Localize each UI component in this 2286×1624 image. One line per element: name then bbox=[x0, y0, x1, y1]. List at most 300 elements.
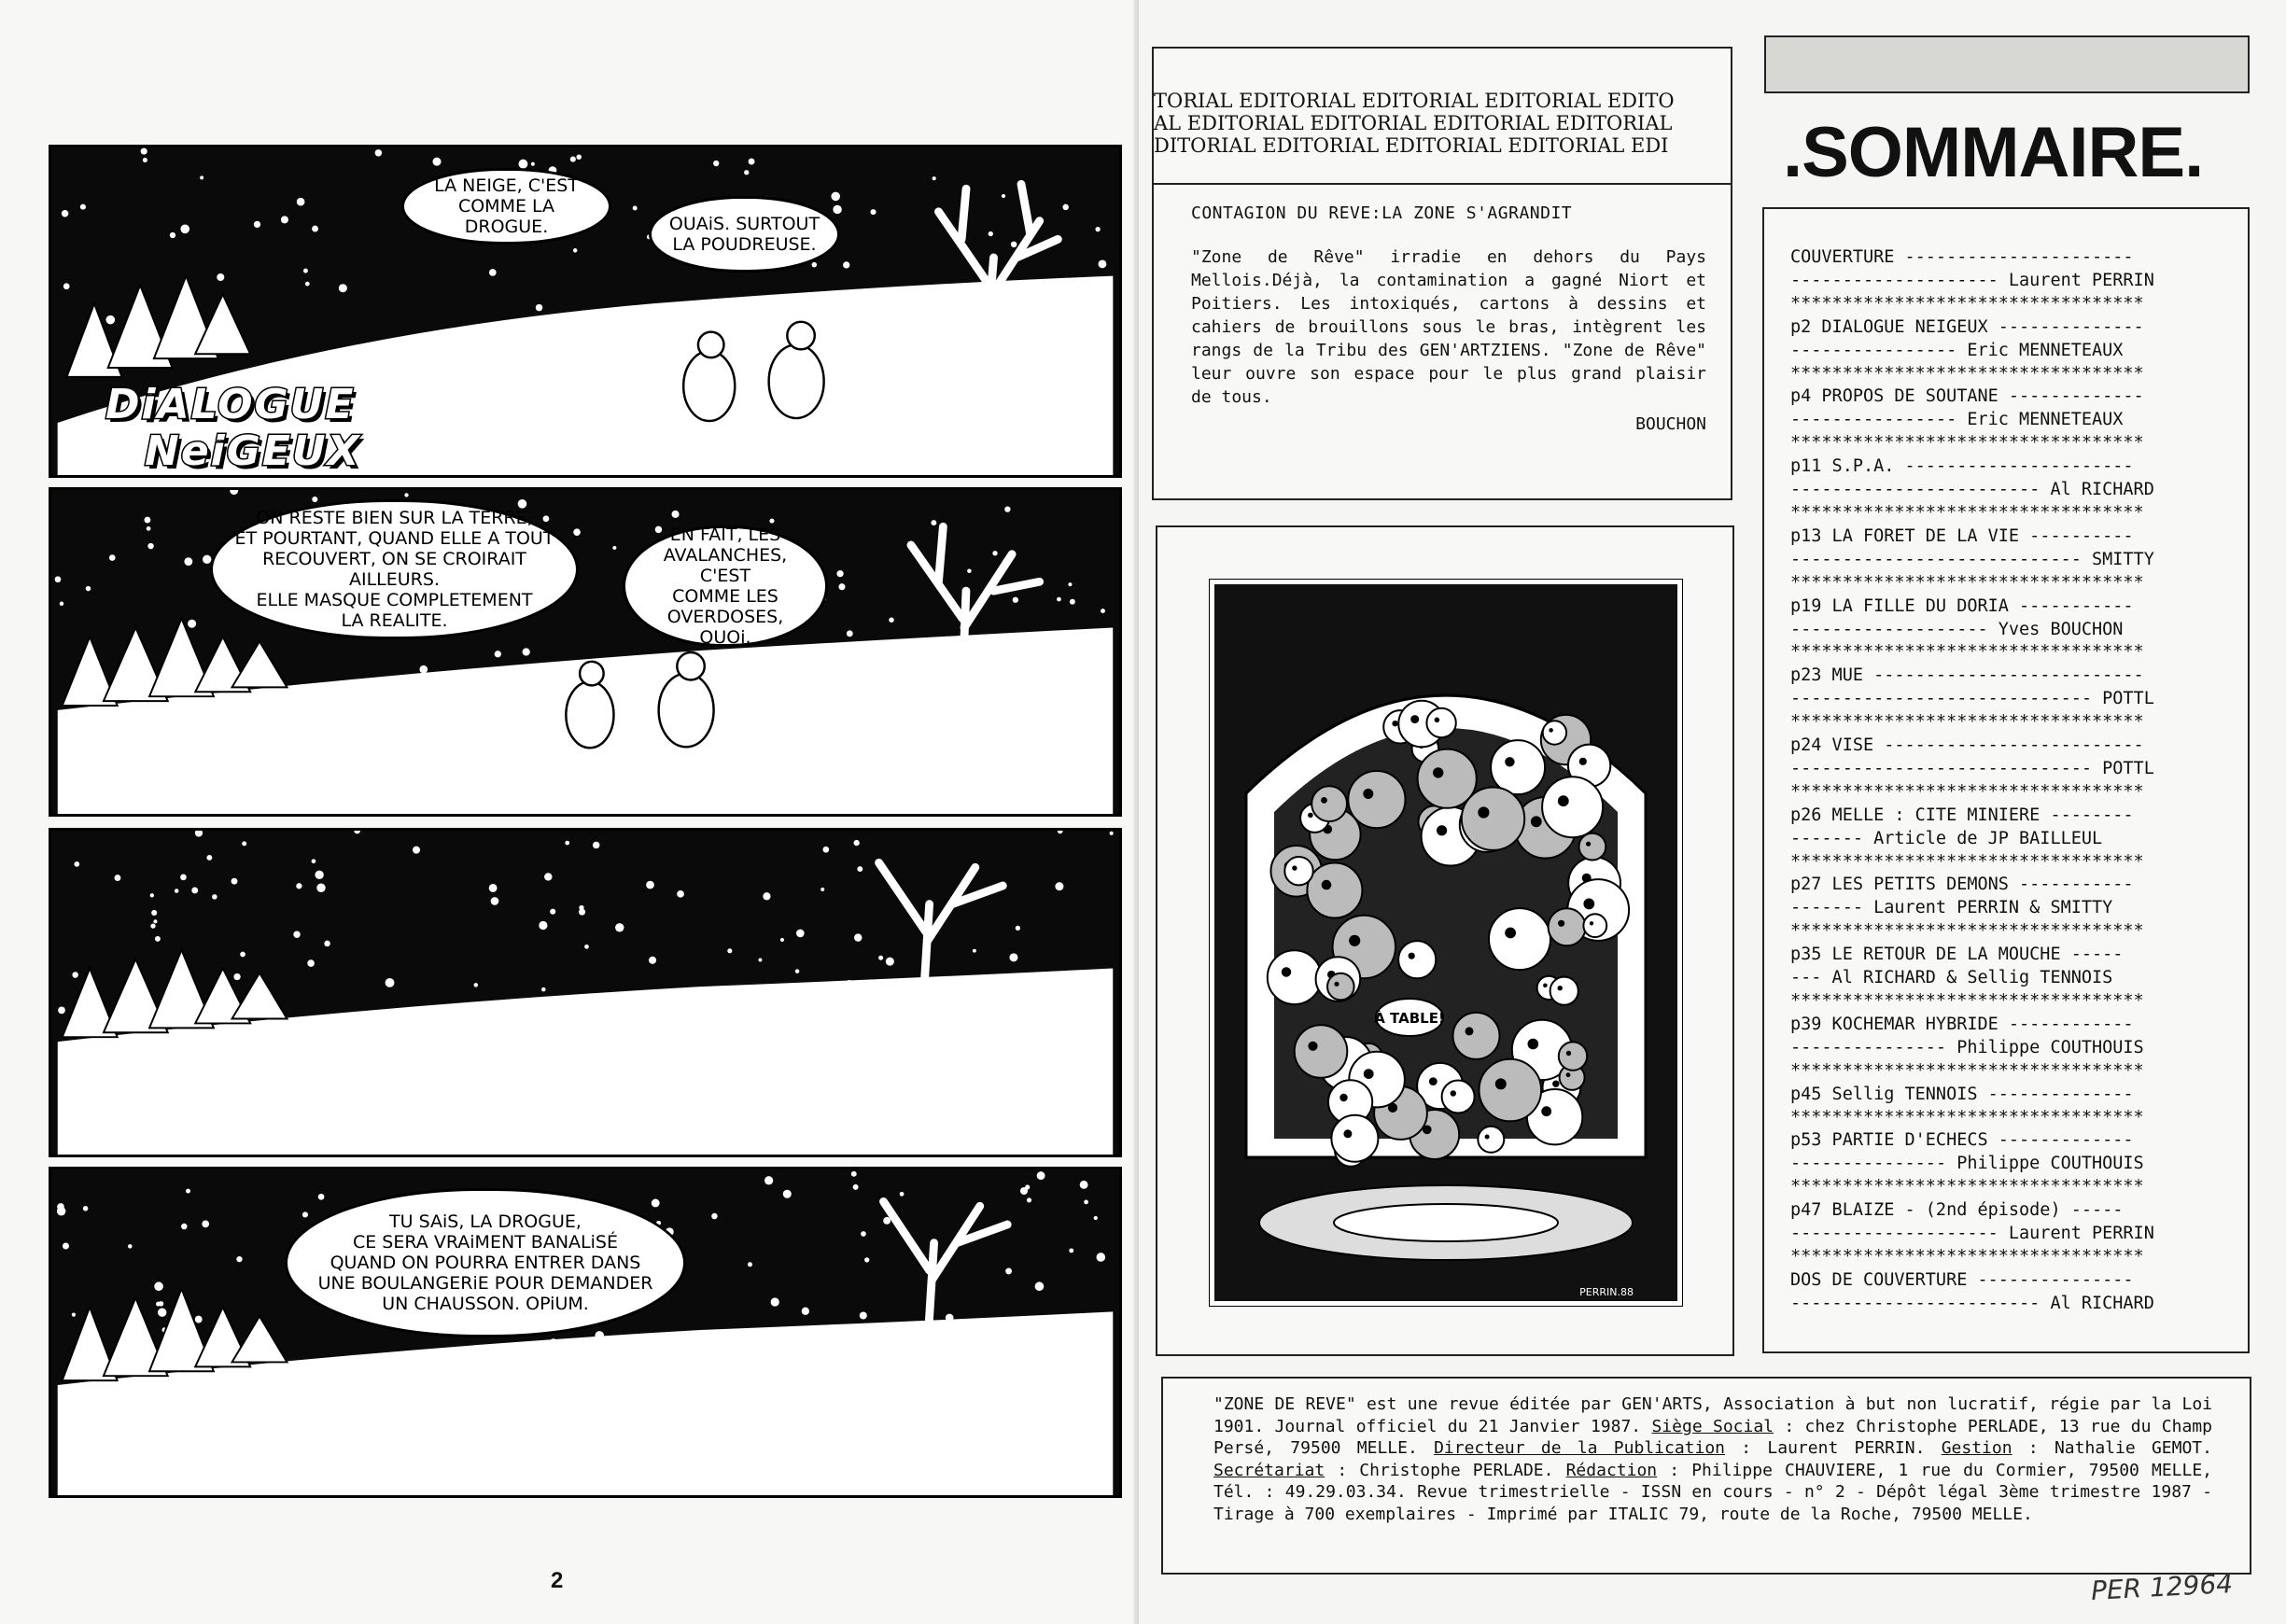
snowflake bbox=[1070, 599, 1075, 605]
comic-title-line1: DiALOGUE bbox=[105, 381, 356, 428]
creature-shape bbox=[1348, 771, 1405, 828]
snowflake bbox=[573, 248, 578, 253]
snowflake bbox=[63, 283, 70, 289]
credits-text: : chez Christophe PERLADE, 13 rue du Champ Persé, 79500 MELLE. bbox=[1213, 1416, 2212, 1458]
creature-eye bbox=[1541, 1106, 1551, 1116]
snowflake bbox=[1004, 506, 1010, 511]
snowflake bbox=[60, 602, 64, 607]
credits-text: : Philippe CHAUVIERE, 1 rue du Cormier, 79500 MELLE, Tél. : 49.29.03.34. Revue trimestrielle - ISSN en cours - n° 2 - Dépôt légal 3ème trimestre 1987 - Tirage à 700 exemplaires - Imprimé par ITALIC 79, route de la Roche, 79500 MELLE. bbox=[1213, 1460, 2213, 1524]
creature-eye bbox=[1282, 967, 1291, 976]
creature-eye bbox=[1586, 842, 1591, 847]
toc-line: COUVERTURE ---------------------- bbox=[1790, 247, 2134, 267]
snowflake bbox=[404, 493, 408, 497]
toc-line: ------- Article de JP BAILLEUL bbox=[1790, 828, 2103, 848]
speech-bubble: TU SAiS, LA DROGUE, CE SERA VRAiMENT BANALiSÉ QUAND ON POURRA ENTRER DANS UNE BOULANGERiE POUR DEMANDER UN CHAUSSON. OPiUM. bbox=[285, 1188, 686, 1337]
creature-eye bbox=[1558, 920, 1564, 927]
snowflake bbox=[141, 148, 147, 155]
snowflake bbox=[795, 969, 800, 973]
editorial-text: "Zone de Rêve" irradie en dehors du Pays Mellois.Déjà, la contamination a gagné Niort et Poitiers. Les intoxiqués, cartons à dessins et cahiers de brouillons sous le bras, intègrent les rangs de la Tribu des GEN'ARTZIENS. "Zone de Rêve" leur ouvre son espace pour le plus grand plaisir de tous. bbox=[1191, 247, 1706, 407]
snowflake bbox=[170, 232, 175, 238]
snowflake bbox=[315, 871, 323, 879]
snowflake bbox=[727, 948, 732, 953]
snowflake bbox=[748, 1262, 752, 1267]
speech-bubble: EN FAIT, LES AVALANCHES, C'EST COMME LES OVERDOSES, QUOi. bbox=[623, 525, 828, 647]
snowflake bbox=[838, 583, 845, 590]
snowflake bbox=[989, 231, 993, 236]
snowflake bbox=[386, 978, 395, 987]
snowflake bbox=[889, 617, 894, 623]
creature-eye bbox=[1566, 1072, 1571, 1077]
snowflake bbox=[649, 957, 656, 964]
snowflake bbox=[212, 894, 217, 900]
snowflake bbox=[186, 1189, 190, 1194]
snowflake bbox=[900, 1192, 905, 1197]
snowflake bbox=[154, 1281, 163, 1291]
monsters-illustration bbox=[1209, 579, 1683, 1307]
snowflake bbox=[1062, 204, 1068, 210]
snowflake bbox=[1016, 926, 1020, 931]
snowflake bbox=[217, 273, 224, 281]
snowflake bbox=[240, 952, 245, 958]
speech-bubble: LA NEIGE, C'EST COMME LA DROGUE. bbox=[401, 168, 611, 245]
credits-text: : Nathalie GEMOT. bbox=[2012, 1438, 2212, 1458]
snowflake bbox=[312, 497, 317, 502]
snowflake bbox=[432, 158, 441, 166]
snowflake bbox=[413, 847, 420, 854]
creature-eye bbox=[1579, 758, 1587, 765]
toc-line: ********************************** bbox=[1790, 712, 2144, 733]
creature-shape bbox=[1579, 833, 1606, 861]
snowflake bbox=[1055, 882, 1063, 890]
snowflake bbox=[633, 206, 638, 211]
creature-eye bbox=[1505, 928, 1516, 939]
snowflake bbox=[153, 919, 157, 923]
creature-shape bbox=[1549, 908, 1586, 945]
creature-eye bbox=[1343, 1129, 1352, 1138]
snowflake bbox=[812, 262, 818, 268]
comic-panel-2 bbox=[49, 487, 1122, 817]
toc-line: ---------------- Eric MENNETEAUX bbox=[1790, 410, 2124, 430]
snowflake bbox=[744, 170, 749, 175]
snowflake bbox=[495, 651, 501, 657]
snowflake bbox=[302, 1211, 308, 1217]
creature-shape bbox=[1331, 1115, 1378, 1162]
snowflake bbox=[318, 1194, 325, 1200]
snowflake bbox=[1005, 1267, 1012, 1274]
comic-panel-1 bbox=[49, 145, 1122, 478]
snowflake bbox=[80, 204, 86, 210]
snowflake bbox=[74, 861, 79, 867]
creature-shape bbox=[1559, 1042, 1587, 1070]
toc-line: p2 DIALOGUE NEIGEUX -------------- bbox=[1790, 316, 2144, 337]
editorial-banner-row: DITORIAL EDITORIAL EDITORIAL EDITORIAL EDI bbox=[1154, 134, 1669, 157]
toc-line: ---------------- Eric MENNETEAUX bbox=[1790, 340, 2124, 360]
snowflake bbox=[579, 909, 585, 916]
snowflake bbox=[206, 855, 212, 861]
snowflake bbox=[836, 570, 843, 577]
snowflake bbox=[254, 221, 260, 228]
snowflake bbox=[764, 1176, 773, 1184]
snowflake bbox=[236, 1256, 242, 1262]
creature-shape bbox=[1327, 973, 1354, 1001]
creature-eye bbox=[1478, 806, 1489, 818]
editorial-banner bbox=[1154, 49, 1731, 185]
snowflake bbox=[1057, 597, 1061, 602]
toc-line: ********************************** bbox=[1790, 433, 2144, 454]
toc-line: p39 KOCHEMAR HYBRIDE ------------ bbox=[1790, 1014, 2134, 1034]
toc-line: p11 S.P.A. ---------------------- bbox=[1790, 456, 2134, 477]
snowflake bbox=[886, 958, 894, 966]
page-number: 2 bbox=[551, 1568, 564, 1593]
snowflake bbox=[967, 568, 972, 573]
snowflake bbox=[711, 1213, 717, 1219]
snowflake bbox=[109, 554, 116, 561]
toc-line: -------------------- Laurent PERRIN bbox=[1790, 1224, 2154, 1244]
snowflake bbox=[312, 859, 316, 863]
snowflake bbox=[155, 936, 161, 942]
creature-shape bbox=[1462, 788, 1524, 850]
creature-eye bbox=[1505, 757, 1514, 766]
editorial-signature: BOUCHON bbox=[1635, 414, 1706, 434]
speech-bubble: OUAiS. SURTOUT LA POUDREUSE. bbox=[649, 196, 840, 273]
snowflake bbox=[57, 1207, 65, 1215]
snowflake bbox=[230, 490, 238, 495]
creature-eye bbox=[1292, 865, 1297, 870]
creature-eye bbox=[1349, 935, 1360, 946]
snowflake bbox=[188, 620, 196, 628]
creature-shape bbox=[1442, 1081, 1475, 1113]
snowflake bbox=[593, 842, 599, 848]
snowflake bbox=[1094, 1216, 1098, 1220]
credits-label-directeur: Directeur de la Publication bbox=[1434, 1438, 1726, 1458]
creature-eye bbox=[1433, 767, 1443, 777]
snowflake bbox=[115, 875, 121, 881]
toc-line: DOS DE COUVERTURE --------------- bbox=[1790, 1269, 2134, 1290]
toc-line: p47 BLAIZE - (2nd épisode) ----- bbox=[1790, 1200, 2124, 1221]
toc-line: p27 LES PETITS DEMONS ----------- bbox=[1790, 875, 2134, 895]
snowflake bbox=[1099, 259, 1107, 268]
toc-line: ********************************** bbox=[1790, 293, 2144, 314]
snowflake bbox=[1020, 1187, 1028, 1195]
snowflake bbox=[769, 519, 774, 524]
snowflake bbox=[150, 923, 155, 928]
snowflake bbox=[297, 198, 305, 206]
toc-line: ********************************** bbox=[1790, 851, 2144, 872]
snowflake bbox=[763, 892, 770, 900]
toc-line: ------------------- Yves BOUCHON bbox=[1790, 619, 2124, 639]
artist-signature: PERRIN.88 bbox=[1579, 1286, 1634, 1298]
snowflake bbox=[646, 881, 654, 889]
snowflake bbox=[523, 648, 530, 655]
creature-shape bbox=[1491, 740, 1545, 794]
creature-eye bbox=[1549, 728, 1553, 733]
snowflake bbox=[63, 1242, 69, 1249]
snowflake bbox=[652, 1199, 660, 1208]
snowflake bbox=[831, 192, 840, 202]
toc-line: --------------- Philippe COUTHOUIS bbox=[1790, 1154, 2144, 1174]
snowflake bbox=[151, 910, 157, 916]
creature-shape bbox=[1583, 914, 1606, 937]
creature-shape bbox=[1311, 786, 1347, 821]
snowflake bbox=[105, 315, 115, 325]
toc-line: p35 LE RETOUR DE LA MOUCHE ----- bbox=[1790, 945, 2124, 965]
snowflake bbox=[339, 284, 347, 292]
snowflake bbox=[316, 884, 325, 892]
snowflake bbox=[195, 831, 203, 837]
snowflake bbox=[550, 909, 555, 915]
comic-panel-4 bbox=[49, 1167, 1122, 1498]
snowflake bbox=[180, 224, 189, 233]
snowflake bbox=[72, 972, 77, 977]
creature-shape bbox=[1398, 941, 1436, 978]
creature-shape bbox=[1478, 1127, 1504, 1153]
snowflake bbox=[231, 878, 238, 885]
creature-eye bbox=[1485, 1135, 1490, 1140]
snowflake bbox=[150, 893, 154, 897]
snowflake bbox=[147, 526, 151, 531]
snowflake bbox=[175, 889, 179, 893]
snowflake bbox=[489, 269, 497, 276]
snowflake bbox=[584, 945, 589, 949]
toc-line: ----------------------------- POTTL bbox=[1790, 689, 2154, 709]
creature-eye bbox=[1308, 1042, 1317, 1051]
snowflake bbox=[864, 1257, 869, 1262]
snowflake bbox=[200, 175, 203, 179]
snowflake bbox=[1080, 1181, 1088, 1189]
snowflake bbox=[191, 888, 198, 894]
snowflake bbox=[860, 1311, 867, 1319]
toc-line: p13 LA FORET DE LA VIE ---------- bbox=[1790, 525, 2134, 546]
creature-eye bbox=[1437, 825, 1447, 835]
snowflake bbox=[159, 1301, 164, 1307]
creature-eye bbox=[1583, 899, 1594, 910]
snowflake bbox=[973, 949, 976, 953]
snowflake bbox=[202, 1221, 209, 1228]
snowflake bbox=[158, 1308, 166, 1316]
snowflake bbox=[870, 209, 876, 215]
credits-label-secretariat: Secrétariat bbox=[1213, 1460, 1325, 1480]
toc-line: ********************************** bbox=[1790, 1060, 2144, 1081]
snowflake bbox=[771, 1297, 779, 1306]
editorial-banner-row: TORIAL EDITORIAL EDITORIAL EDITORIAL EDITO bbox=[1154, 90, 1675, 112]
toc-line: ********************************** bbox=[1790, 1107, 2144, 1127]
creature-eye bbox=[1566, 1051, 1571, 1056]
creature-shape bbox=[1307, 863, 1362, 918]
toc-line: ********************************** bbox=[1790, 502, 2144, 523]
toc-line: --- Al RICHARD & Sellig TENNOIS bbox=[1790, 968, 2113, 988]
snowflake bbox=[531, 162, 535, 166]
creature-eye bbox=[1334, 982, 1339, 987]
snowflake bbox=[489, 884, 498, 892]
snowflake bbox=[565, 841, 569, 846]
panel-2-art bbox=[51, 490, 1119, 814]
snowflake bbox=[86, 586, 91, 592]
panel-3-art bbox=[51, 831, 1119, 1155]
creature-eye bbox=[1451, 1090, 1456, 1096]
sommaire-header-bar bbox=[1764, 35, 2250, 93]
toc-line: p4 PROPOS DE SOUTANE ------------- bbox=[1790, 386, 2144, 407]
credits-label-siege: Siège Social bbox=[1651, 1416, 1774, 1436]
toc-line: ------------------------ Al RICHARD bbox=[1790, 480, 2154, 500]
creature-eye bbox=[1435, 718, 1440, 723]
snowflake bbox=[1095, 227, 1100, 231]
toc-line: --------------- Philippe COUTHOUIS bbox=[1790, 1037, 2144, 1057]
snowflake bbox=[184, 557, 192, 566]
editorial-banner-row: AL EDITORIAL EDITORIAL EDITORIAL EDITORIAL bbox=[1154, 112, 1673, 134]
toc-line: p23 MUE -------------------------- bbox=[1790, 665, 2144, 686]
creature-shape bbox=[1550, 977, 1578, 1005]
snowflake bbox=[612, 546, 616, 550]
snowflake bbox=[128, 1244, 133, 1249]
snowflake bbox=[519, 160, 528, 169]
snowflake bbox=[72, 1313, 76, 1317]
snowflake bbox=[851, 1171, 857, 1177]
creature-eye bbox=[1528, 1039, 1539, 1050]
snowflake bbox=[354, 831, 360, 833]
snowflake bbox=[541, 987, 546, 992]
creature-shape bbox=[1480, 1059, 1542, 1122]
snowflake bbox=[854, 933, 862, 941]
snowflake bbox=[491, 897, 499, 905]
snowflake bbox=[536, 304, 542, 311]
toc-line: ---------------------------- SMITTY bbox=[1790, 549, 2154, 569]
left-page-comic bbox=[0, 0, 1139, 1624]
snowflake bbox=[303, 269, 308, 273]
snowflake bbox=[992, 551, 997, 555]
snowflake bbox=[147, 543, 153, 549]
toc-line: ********************************** bbox=[1790, 572, 2144, 593]
library-stamp: PER 12964 bbox=[2090, 1568, 2234, 1606]
creature-eye bbox=[1409, 953, 1415, 959]
snowflake bbox=[233, 973, 240, 980]
creature-eye bbox=[1308, 813, 1313, 819]
snowflake bbox=[1009, 953, 1017, 961]
snowflake bbox=[305, 282, 310, 287]
toc-line: ********************************** bbox=[1790, 642, 2144, 663]
toc-line: p45 Sellig TENNOIS -------------- bbox=[1790, 1084, 2134, 1104]
snowflake bbox=[883, 1217, 891, 1225]
creature-eye bbox=[1321, 797, 1327, 804]
snowflake bbox=[180, 874, 187, 880]
snowflake bbox=[615, 923, 624, 931]
snowflake bbox=[861, 1231, 866, 1237]
table-of-contents bbox=[1762, 207, 2250, 1353]
editorial-box bbox=[1152, 47, 1732, 500]
toc-line: ********************************** bbox=[1790, 781, 2144, 802]
snowflake bbox=[822, 847, 829, 853]
credits-label-gestion: Gestion bbox=[1941, 1438, 2013, 1458]
creature-eye bbox=[1363, 789, 1373, 799]
snowflake bbox=[307, 959, 315, 967]
snowflake bbox=[539, 921, 547, 930]
creature-shape bbox=[1284, 857, 1312, 885]
snowflake bbox=[324, 941, 330, 946]
creature-eye bbox=[1410, 715, 1419, 723]
snowflake bbox=[296, 883, 302, 889]
snowflake bbox=[847, 630, 853, 637]
snowflake bbox=[853, 1184, 859, 1190]
comic-title-line2: NeiGEUX bbox=[145, 427, 361, 475]
creature-shape bbox=[1426, 708, 1455, 737]
snowflake bbox=[931, 520, 936, 525]
snowflake bbox=[878, 956, 883, 960]
snowflake bbox=[713, 161, 719, 166]
snowflake bbox=[144, 517, 150, 524]
snowflake bbox=[802, 1308, 809, 1315]
snowflake bbox=[783, 1190, 792, 1198]
snowflake bbox=[933, 176, 936, 180]
toc-line: ********************************** bbox=[1790, 363, 2144, 384]
creature-shape bbox=[1295, 1025, 1348, 1078]
snowflake bbox=[419, 665, 428, 674]
creature-shape bbox=[1543, 721, 1566, 744]
snowflake bbox=[796, 930, 805, 938]
creature-eye bbox=[1429, 1077, 1438, 1085]
snowflake bbox=[181, 1224, 187, 1229]
snowflake bbox=[820, 888, 824, 891]
toc-line: -------------------- Laurent PERRIN bbox=[1790, 270, 2154, 290]
snowflake bbox=[55, 576, 62, 582]
creature-eye bbox=[1552, 1081, 1559, 1087]
snowflake bbox=[857, 866, 863, 872]
comic-panel-3 bbox=[49, 828, 1122, 1157]
snowflake bbox=[1110, 832, 1114, 835]
toc-line: p24 VISE ------------------------- bbox=[1790, 735, 2144, 756]
snowflake bbox=[573, 528, 581, 536]
creature-shape bbox=[1268, 950, 1322, 1004]
snowflake bbox=[281, 216, 288, 223]
snowflake bbox=[854, 840, 860, 846]
snowflake bbox=[576, 154, 582, 160]
snowflake bbox=[1035, 1281, 1045, 1291]
sommaire-title: .SOMMAIRE. bbox=[1783, 113, 2204, 192]
toc-line: p19 LA FILLE DU DORIA ----------- bbox=[1790, 595, 2134, 616]
creature-eye bbox=[1466, 1027, 1474, 1035]
snowflake bbox=[833, 205, 841, 214]
creature-eye bbox=[1392, 721, 1397, 726]
creature-shape bbox=[1489, 908, 1550, 970]
credits-text: : Christophe PERLADE. bbox=[1325, 1460, 1566, 1480]
snowflake bbox=[780, 938, 784, 942]
snowflake bbox=[1011, 242, 1017, 247]
snowflake bbox=[293, 931, 300, 937]
creature-shape bbox=[1542, 777, 1603, 837]
snowflake bbox=[749, 159, 755, 165]
snowflake bbox=[1037, 1171, 1045, 1180]
snowflake bbox=[62, 210, 68, 217]
speech-bubble: ON RESTE BIEN SUR LA TERRE, ET POURTANT, QUAND ELLE A TOUT RECOUVERT, ON SE CROIRAIT AILLEURS. ELLE MASQUE COMPLETEMENT LA REALITE. bbox=[210, 499, 579, 639]
snowflake bbox=[544, 873, 552, 880]
snowflake bbox=[1096, 1253, 1105, 1262]
snowflake bbox=[758, 959, 762, 962]
snowflake bbox=[1084, 1200, 1088, 1205]
toc-line: ------------------------ Al RICHARD bbox=[1790, 1293, 2154, 1313]
snowflake bbox=[474, 983, 479, 987]
creature-eye bbox=[1558, 986, 1563, 990]
snowflake bbox=[1002, 194, 1005, 198]
snowflake bbox=[1058, 831, 1063, 833]
toc-line: ----------------------------- POTTL bbox=[1790, 758, 2154, 778]
snowflake bbox=[83, 1206, 89, 1211]
publication-credits bbox=[1161, 1377, 2251, 1575]
snowflake bbox=[1013, 597, 1018, 603]
editorial-heading: CONTAGION DU REVE:LA ZONE S'AGRANDIT bbox=[1191, 203, 1573, 223]
snowflake bbox=[242, 841, 246, 846]
toc-line: ********************************** bbox=[1790, 991, 2144, 1011]
creature-eye bbox=[1339, 1094, 1347, 1101]
editorial-body bbox=[1191, 202, 1706, 436]
snowflake bbox=[1101, 609, 1105, 613]
